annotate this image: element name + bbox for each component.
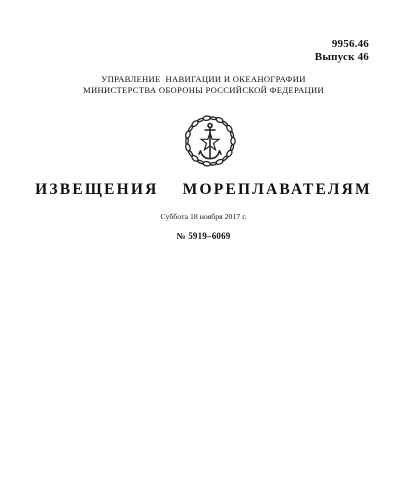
agency-line-2: МИНИСТЕРСТВА ОБОРОНЫ РОССИЙСКОЙ ФЕДЕРАЦИИ [83,85,324,95]
document-title: ИЗВЕЩЕНИЯ МОРЕПЛАВАТЕЛЯМ [35,181,372,198]
notice-number-range: № 5919–6069 [176,231,231,241]
issue-number: Выпуск 46 [314,51,369,63]
document-code: 9956.46 [331,38,369,50]
chain-link [230,131,234,138]
chain-link [231,137,235,144]
chain-link [185,143,191,151]
chain-link [203,161,211,166]
agency-heading [0,74,407,96]
chain-link [186,138,188,144]
emblem-graphic [183,114,237,168]
chain-link [203,116,211,121]
emblem-anchor-icon [199,124,221,159]
agency-line-1: УПРАВЛЕНИЕ НАВИГАЦИИ И ОКЕАНОГРАФИИ [101,74,306,84]
publication-date: Суббота 18 ноября 2017 г. [160,212,247,221]
document-code-block [315,38,369,64]
naval-emblem-icon [183,114,237,168]
